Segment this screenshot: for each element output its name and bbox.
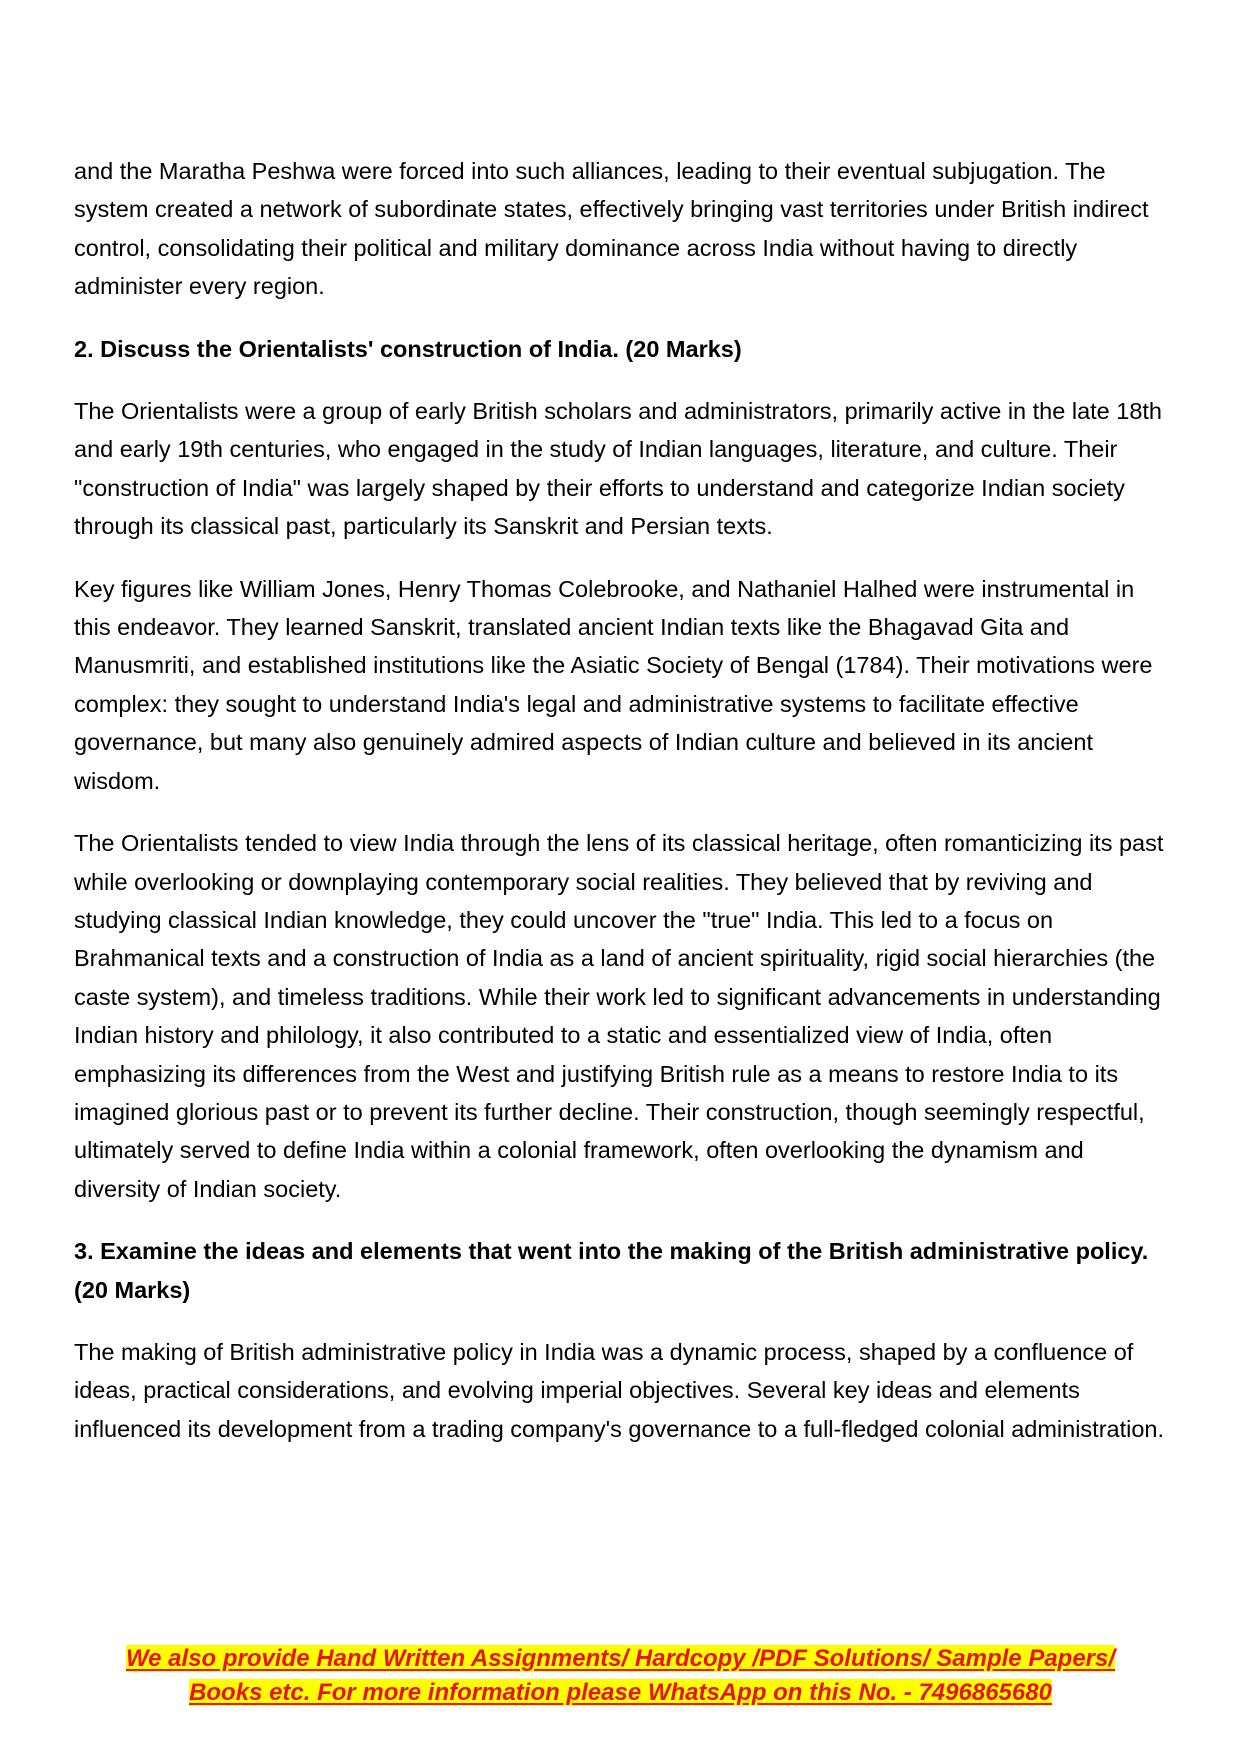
paragraph-orientalist-view: The Orientalists tended to view India through the lens of its classical heritage, often romanticizing its past while overlooking or downplaying contemporary social realities. They believed that by reviving and studying classical Indian knowledge, they could uncover the "true" India. This led to a focus on Brahmanical texts and a construction of India as a land of ancient spirituality, rigid social hierarchies (the caste system), and timeless traditions. While their work led to significant advancements in understanding Indian history and philology, it also contributed to a static and essentialized view of India, often emphasizing its differences from the West and justifying British rule as a means to restore India to its imagined glorious past or to prevent its further decline. Their construction, though seemingly respectful, ultimately served to define India within a colonial framework, often overlooking the dynamism and diversity of Indian society. (74, 830, 1164, 1202)
promo-footer (60, 1642, 1181, 1710)
question-3-heading: 3. Examine the ideas and elements that went into the making of the British administrative policy. (20 Marks) (74, 1238, 1149, 1303)
paragraph-administrative-policy: The making of British administrative policy in India was a dynamic process, shaped by a confluence of ideas, practical considerations, and evolving imperial objectives. Several key ideas and elements influenced its development from a trading company's governance to a full-fledged colonial administration. (74, 1338, 1165, 1442)
promo-line-1-text: We also provide Hand Written Assignments/ Hardcopy /PDF Solutions/ Sample Papers/ (125, 1645, 1116, 1672)
paragraph-key-figures: Key figures like William Jones, Henry Thomas Colebrooke, and Nathaniel Halhed were instrumental in this endeavor. They learned Sanskrit, translated ancient Indian texts like the Bhagavad Gita and Manusmriti, and established institutions like the Asiatic Society of Bengal (1784). Their motivations were complex: they sought to understand India's legal and administrative systems to facilitate effective governance, but many also genuinely admired aspects of Indian culture and believed in its ancient wisdom. (74, 575, 1153, 794)
paragraph-subsidiary-alliance: and the Maratha Peshwa were forced into such alliances, leading to their eventual subjugation. The system created a network of subordinate states, effectively bringing vast territories under British indirect control, consolidating their political and military dominance across India without having to directly administer every region. (74, 158, 1149, 300)
paragraph-orientalists-intro: The Orientalists were a group of early British scholars and administrators, primarily active in the late 18th and early 19th centuries, who engaged in the study of Indian languages, literature, and culture. Their "construction of India" was largely shaped by their efforts to understand and categorize Indian society through its classical past, particularly its Sanskrit and Persian texts. (74, 398, 1162, 540)
promo-line-1 (60, 1642, 1181, 1676)
promo-line-2-text: Books etc. For more information please WhatsApp on this No. - 7496865680 (189, 1679, 1052, 1706)
promo-line-2 (60, 1676, 1181, 1710)
question-2-heading: 2. Discuss the Orientalists' construction of India. (20 Marks) (74, 335, 742, 362)
